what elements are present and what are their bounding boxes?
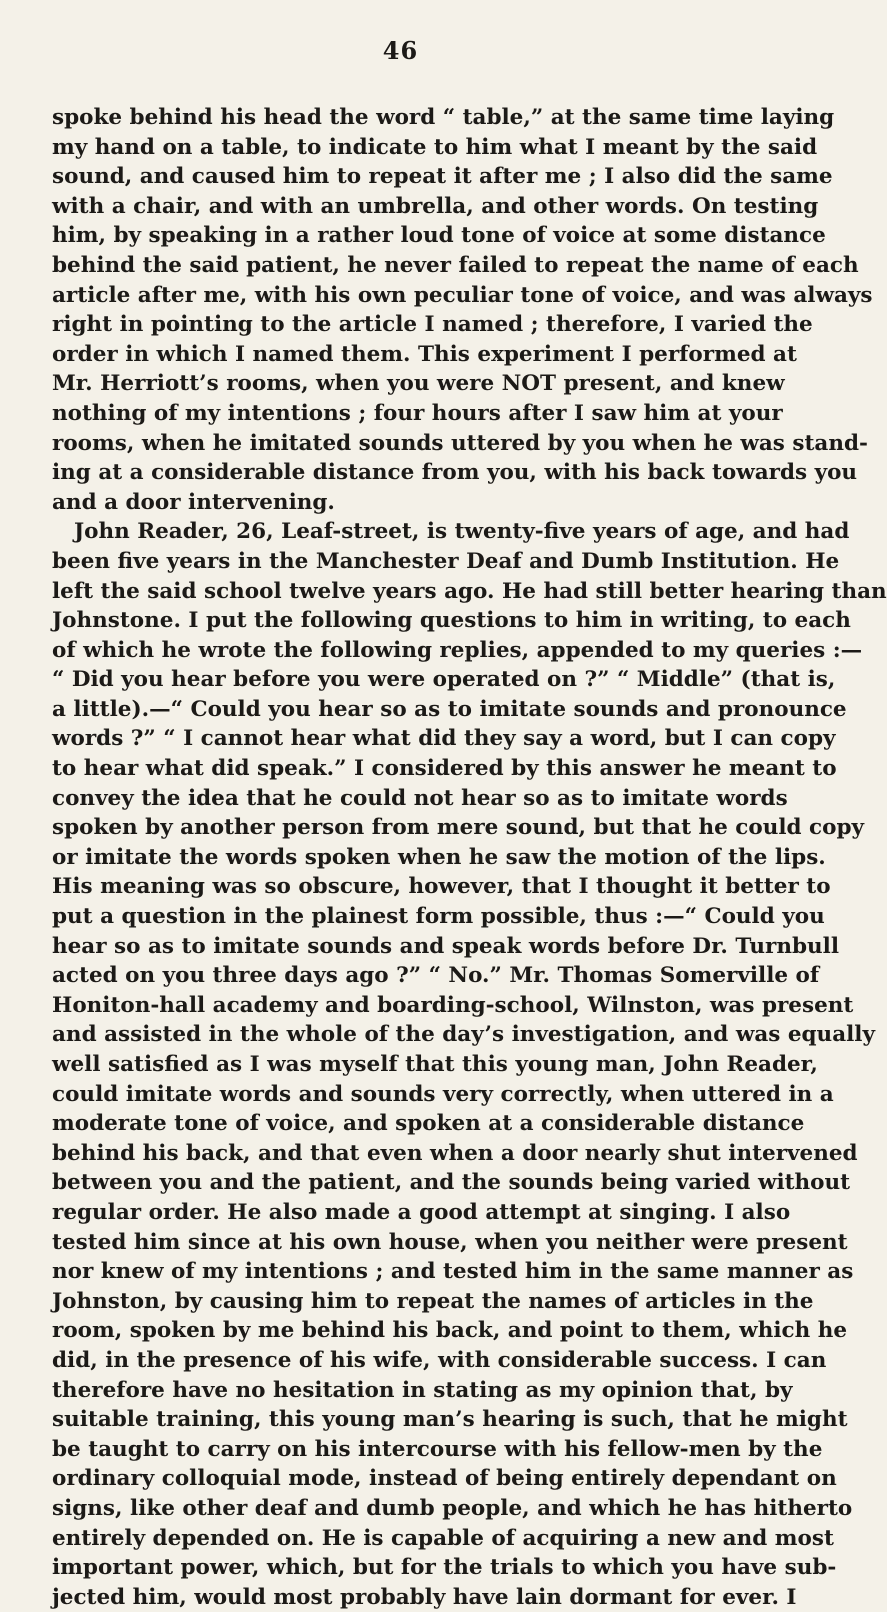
text-line: my hand on a table, to indicate to him what I meant by the said [52,134,818,160]
text-line: him, by speaking in a rather loud tone of voice at some distance [52,223,826,249]
text-line: hear so as to imitate sounds and speak words before Dr. Turnbull [52,933,840,959]
text-line: spoke behind his head the word “ table,” at the same time laying [52,105,835,130]
text-line: Johnston, by causing him to repeat the names of articles in the [52,1288,814,1314]
text-line: nothing of my intentions ; four hours after I saw him at your [52,400,783,426]
text-line: with a chair, and with an umbrella, and other words. On testing [52,193,819,219]
text-line: nor knew of my intentions ; and tested him in the same manner as [52,1259,854,1285]
text-line: left the said school twelve years ago. He had still better hearing than [52,578,887,604]
text-line: to hear what did speak.” I considered by this answer he meant to [52,756,837,782]
text-line: sound, and caused him to repeat it after me ; I also did the same [52,164,833,190]
text-line: right in pointing to the article I named ; therefore, I varied the [52,312,813,338]
text-line: ordinary colloquial mode, instead of being entirely dependant on [52,1466,837,1492]
text-line: could imitate words and sounds very correctly, when uttered in a [52,1081,834,1107]
text-line: moderate tone of voice, and spoken at a considerable distance [52,1111,805,1137]
text-line: order in which I named them. This experiment I performed at [52,341,797,367]
text-line: or imitate the words spoken when he saw the motion of the lips. [52,844,826,870]
text-line: John Reader, 26, Leaf-street, is twenty-five years of age, and had [74,519,850,545]
page-number: 46 [382,36,419,65]
text-line: and a door intervening. [52,489,335,515]
text-line: article after me, with his own peculiar tone of voice, and was always [52,282,873,308]
text-line: well satisfied as I was myself that this young man, John Reader, [52,1052,818,1077]
text-line: signs, like other deaf and dumb people, and which he has hitherto [52,1495,853,1521]
text-line: Johnstone. I put the following questions to him in writing, to each [52,608,851,634]
text-line: behind his back, and that even when a door nearly shut intervened [52,1140,858,1166]
text-line: convey the idea that he could not hear so as to imitate words [52,785,788,811]
text-line: room, spoken by me behind his back, and point to them, which he [52,1318,848,1344]
text-line: be taught to carry on his intercourse with his fellow-men by the [52,1436,823,1462]
text-line: between you and the patient, and the sounds being varied without [52,1170,851,1196]
text-line: did, in the presence of his wife, with considerable success. I can [52,1347,827,1373]
text-line: Honiton-hall academy and boarding-school, Wilnston, was present [52,992,854,1018]
text-line: jected him, would most probably have lain dormant for ever. I [52,1584,797,1610]
text-line: therefore have no hesitation in stating as my opinion that, by [52,1377,793,1403]
text-line: been five years in the Manchester Deaf and Dumb Institution. He [52,548,840,574]
text-line: His meaning was so obscure, however, that I thought it better to [52,874,831,900]
text-line: spoken by another person from mere sound, but that he could copy [52,815,865,841]
text-line: put a question in the plainest form possible, thus :—“ Could you [52,904,825,930]
text-line: tested him since at his own house, when you neither were present [52,1229,848,1255]
text-line: regular order. He also made a good attempt at singing. I also [52,1199,791,1225]
text-line: behind the said patient, he never failed to repeat the name of each [52,252,859,278]
text-line: “ Did you hear before you were operated on ?” “ Middle” (that is, [52,667,836,693]
text-line: acted on you three days ago ?” “ No.” Mr. Thomas Somerville of [52,963,820,989]
text-line: and assisted in the whole of the day’s investigation, and was equally [52,1022,875,1048]
text-line: ing at a considerable distance from you, with his back towards you [52,460,858,486]
text-line: entirely depended on. He is capable of acquiring a new and most [52,1525,834,1551]
text-line: rooms, when he imitated sounds uttered by you when he was stand- [52,430,868,456]
text-line: a little).—“ Could you hear so as to imitate sounds and pronounce [52,696,847,722]
text-line: important power, which, but for the trials to which you have sub- [52,1555,837,1581]
text-line: suitable training, this young man’s hearing is such, that he might [52,1407,848,1433]
body-text [52,103,887,1612]
text-line: words ?” “ I cannot hear what did they say a word, but I can copy [52,726,836,752]
text-line: Mr. Herriott’s rooms, when you were NOT present, and knew [52,371,785,397]
text-line: of which he wrote the following replies, appended to my queries :— [52,637,863,663]
